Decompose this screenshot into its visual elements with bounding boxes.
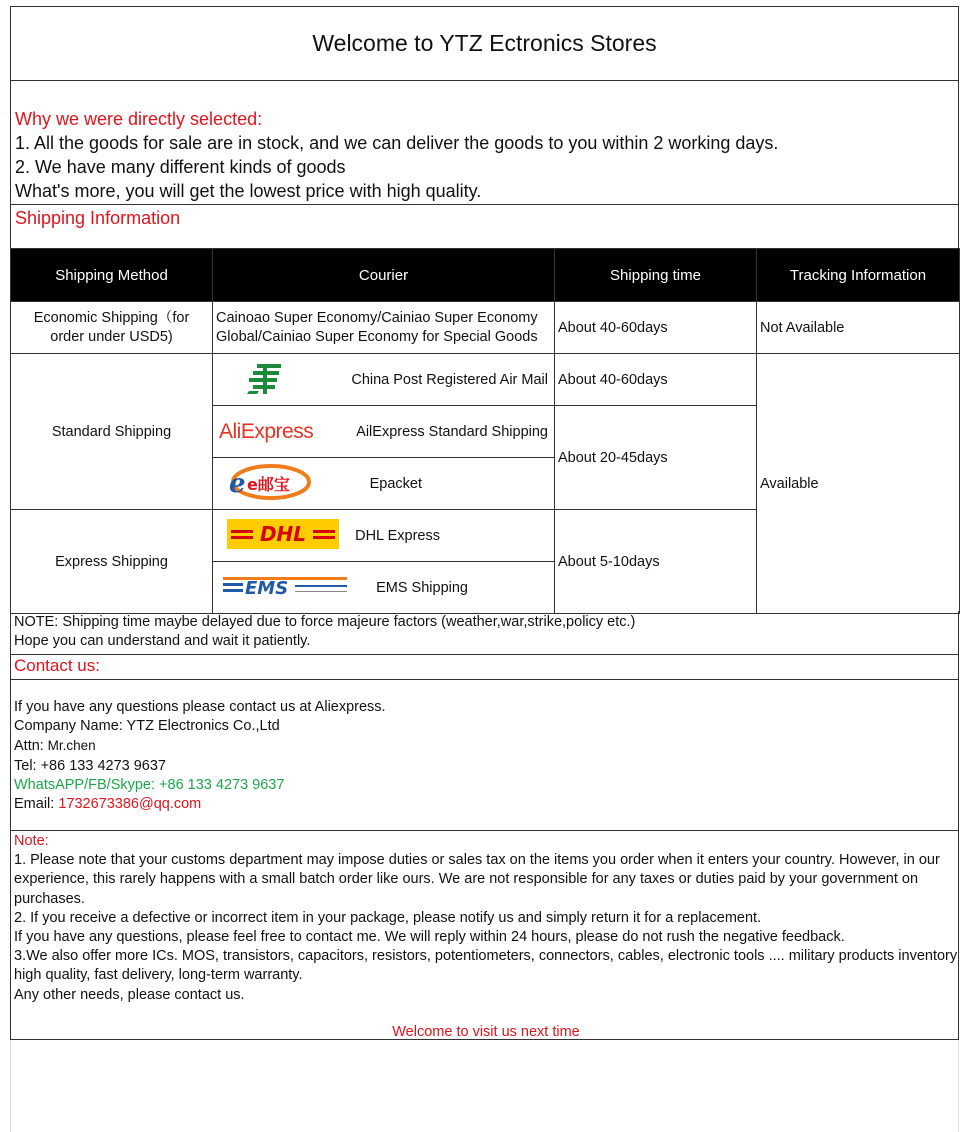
standard-time: About 20-45days (555, 406, 757, 510)
notes-line-5: Any other needs, please contact us. (14, 986, 245, 1003)
page-title (10, 6, 959, 81)
note-line-1: NOTE: Shipping time maybe delayed due to force majeure factors (weather,war,strike,policy etc.) (14, 614, 636, 630)
aliexpress-name: AilExpress Standard Shipping (356, 423, 548, 440)
chinapost-courier (213, 354, 555, 406)
why-line-1: 1. All the goods for sale are in stock, and we can deliver the goods to you within 2 working days. (15, 133, 779, 153)
tracking-available: Available (757, 354, 960, 614)
economic-courier (213, 302, 555, 354)
shipping-note (10, 611, 959, 655)
why-selected-section (10, 80, 959, 205)
email-label: Email: (14, 796, 59, 813)
svg-text:DHL: DHL (259, 521, 307, 546)
notes-line-2: 2. If you receive a defective or incorrect item in your package, please notify us and simply return it for a replacement. (14, 909, 762, 926)
contact-whatsapp: WhatsAPP/FB/Skype: +86 133 4273 9637 (14, 776, 285, 793)
economic-method: Economic Shipping（for order under USD5) (11, 302, 213, 354)
title-text: Welcome to YTZ Ectronics Stores (312, 30, 657, 56)
contact-heading: Contact us: (10, 654, 959, 680)
shipping-heading: Shipping Information (10, 204, 959, 249)
notes-section (10, 830, 959, 1040)
chinapost-name: China Post Registered Air Mail (351, 371, 548, 388)
notes-heading: Note: (14, 833, 49, 849)
col-shipping-time: Shipping time (555, 249, 757, 302)
epacket-courier (213, 458, 555, 510)
epacket-logo-icon (227, 463, 311, 505)
dhl-name: DHL Express (355, 527, 440, 544)
svg-text:e: e (229, 468, 246, 499)
attn-label: Attn: (14, 738, 44, 755)
notes-line-3: If you have any questions, please feel free to contact me. We will reply within 24 hours, please do not rush the negative feedback. (14, 929, 845, 946)
welcome-footer: Welcome to visit us next time (392, 1023, 580, 1040)
express-method: Express Shipping (11, 510, 213, 614)
why-line-2: 2. We have many different kinds of goods (15, 157, 346, 177)
china-post-logo-icon (247, 361, 285, 399)
svg-text:e邮宝: e邮宝 (247, 474, 290, 494)
why-heading: Why we were directly selected: (15, 109, 263, 129)
economic-tracking: Not Available (757, 302, 960, 354)
col-courier: Courier (213, 249, 555, 302)
contact-company: Company Name: YTZ Electronics Co.,Ltd (14, 718, 280, 735)
bottom-blank-area (10, 1040, 959, 1132)
note-line-2: Hope you can understand and wait it patiently. (14, 633, 311, 649)
economic-time: About 40-60days (555, 302, 757, 354)
epacket-name: Epacket (369, 475, 422, 492)
svg-text:EMS: EMS (245, 577, 289, 599)
ems-name: EMS Shipping (376, 579, 468, 596)
economic-courier-line2: Global/Cainiao Super Economy for Special Goods (216, 328, 538, 345)
contact-email (14, 795, 958, 814)
notes-line-1: 1. Please note that your customs department may impose duties or sales tax on the items you order when it enters your country. However, in our experience, this rarely happens with a small batch order like ours. We are not responsible for any taxes or duties paid by your government on purchases. (14, 852, 940, 907)
dhl-logo-icon (227, 519, 339, 553)
table-header-row (11, 249, 960, 302)
why-line-3: What's more, you will get the lowest price with high quality. (15, 181, 482, 201)
contact-tel: Tel: +86 133 4273 9637 (14, 757, 166, 774)
contact-line-1: If you have any questions please contact us at Aliexpress. (14, 699, 386, 715)
aliexpress-courier (213, 406, 555, 458)
email-link[interactable]: 1732673386@qq.com (58, 796, 202, 813)
ems-logo-icon (223, 573, 347, 603)
table-row-economic (11, 302, 960, 354)
aliexpress-logo-icon: AliExpress (219, 419, 314, 443)
economic-courier-line1: Cainoao Super Economy/Cainiao Super Economy (216, 309, 538, 326)
table-row-chinapost (11, 354, 960, 406)
standard-method: Standard Shipping (11, 354, 213, 510)
shipping-table (10, 248, 960, 614)
ems-courier (213, 562, 555, 614)
col-tracking: Tracking Information (757, 249, 960, 302)
dhl-courier (213, 510, 555, 562)
attn-value: Mr.chen (43, 738, 96, 754)
col-shipping-method: Shipping Method (11, 249, 213, 302)
express-time: About 5-10days (555, 510, 757, 614)
notes-line-4: 3.We also offer more ICs. MOS, transistors, capacitors, resistors, potentiometers, connectors, cables, electronic tools .... military products inventory high quality, fast delivery, long-term warranty. (14, 948, 958, 984)
contact-attn (14, 736, 958, 756)
contact-section (10, 679, 959, 831)
chinapost-time: About 40-60days (555, 354, 757, 406)
